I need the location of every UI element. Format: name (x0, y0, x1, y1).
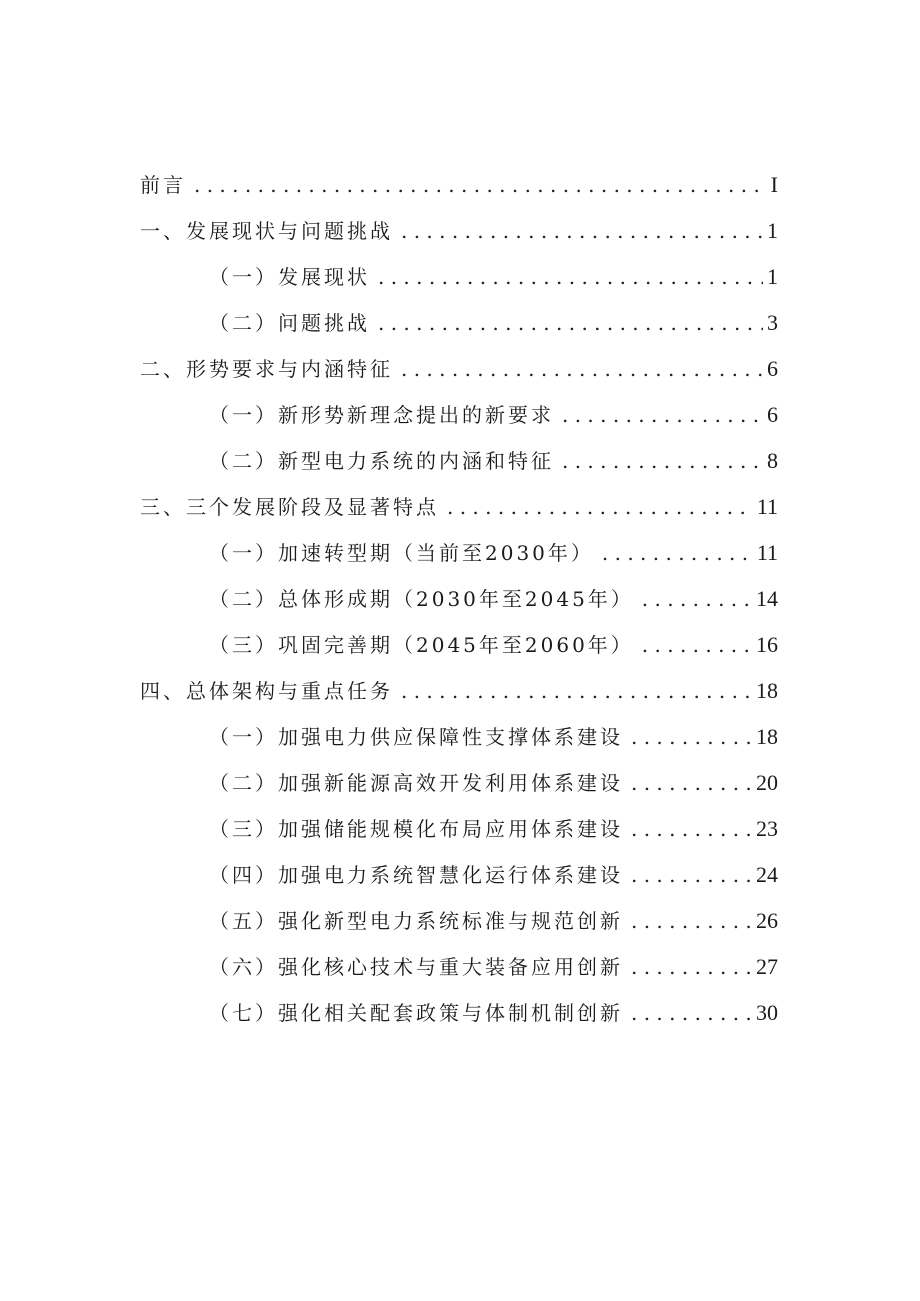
toc-entry-page: 8 (767, 448, 778, 473)
toc-entry-page: 24 (756, 862, 778, 887)
toc-entry-title: （三）加强储能规模化布局应用体系建设 (209, 817, 623, 841)
dot-leader (631, 898, 752, 944)
toc-entry-title: 四、总体架构与重点任务 (140, 679, 393, 703)
toc-entry-page: 1 (767, 264, 778, 289)
toc-entry-page: 27 (756, 954, 778, 979)
dot-leader (401, 668, 752, 714)
dot-leader (631, 944, 752, 990)
dot-leader (631, 990, 752, 1036)
toc-entry-page: 30 (756, 1000, 778, 1025)
toc-entry-page: 23 (756, 816, 778, 841)
toc-entry-page: 16 (756, 632, 778, 657)
toc-entry-title: （二）总体形成期（2030年至2045年） (209, 587, 634, 611)
dot-leader (631, 760, 752, 806)
toc-entry-section-4-5[interactable] (0, 898, 920, 944)
toc-entry-page: 18 (756, 678, 778, 703)
toc-entry-section-2-2[interactable] (0, 438, 920, 484)
toc-entry-section-4-1[interactable] (0, 714, 920, 760)
toc-entry-title: （一）新形势新理念提出的新要求 (209, 403, 554, 427)
toc-entry-title: 前言 (140, 173, 186, 197)
toc-entry-page: I (770, 172, 778, 197)
toc-entry-preface[interactable] (0, 162, 920, 208)
toc-entry-section-2-1[interactable] (0, 392, 920, 438)
toc-entry-section-4-3[interactable] (0, 806, 920, 852)
dot-leader (631, 714, 752, 760)
dot-leader (401, 346, 763, 392)
toc-entry-section-1-1[interactable] (0, 254, 920, 300)
toc-entry-title: （二）问题挑战 (209, 311, 370, 335)
toc-entry-page: 3 (767, 310, 778, 335)
toc-entry-title: （二）加强新能源高效开发利用体系建设 (209, 771, 623, 795)
toc-entry-page: 26 (756, 908, 778, 933)
toc-entry-title: （二）新型电力系统的内涵和特征 (209, 449, 554, 473)
toc-entry-page: 11 (756, 540, 778, 565)
toc-entry-page: 6 (767, 356, 778, 381)
dot-leader (602, 530, 753, 576)
toc-entry-section-4-6[interactable] (0, 944, 920, 990)
toc-entry-page: 18 (756, 724, 778, 749)
dot-leader (447, 484, 753, 530)
toc-entry-title: （一）加强电力供应保障性支撑体系建设 (209, 725, 623, 749)
toc-entry-chapter-4[interactable] (0, 668, 920, 714)
toc-entry-title: （四）加强电力系统智慧化运行体系建设 (209, 863, 623, 887)
dot-leader (642, 576, 752, 622)
dot-leader (562, 438, 763, 484)
toc-entry-title: （一）发展现状 (209, 265, 370, 289)
toc-entry-title: （七）强化相关配套政策与体制机制创新 (209, 1001, 623, 1025)
toc-entry-section-4-7[interactable] (0, 990, 920, 1036)
toc-entry-page: 14 (756, 586, 778, 611)
toc-entry-chapter-1[interactable] (0, 208, 920, 254)
dot-leader (562, 392, 763, 438)
toc-entry-title: 三、三个发展阶段及显著特点 (140, 495, 439, 519)
dot-leader (378, 254, 763, 300)
dot-leader (631, 806, 752, 852)
toc-entry-page: 1 (767, 218, 778, 243)
dot-leader (194, 162, 764, 208)
toc-entry-page: 11 (756, 494, 778, 519)
toc-entry-chapter-2[interactable] (0, 346, 920, 392)
table-of-contents (0, 162, 920, 1036)
toc-entry-section-1-2[interactable] (0, 300, 920, 346)
toc-entry-section-4-2[interactable] (0, 760, 920, 806)
dot-leader (642, 622, 752, 668)
toc-entry-page: 20 (756, 770, 778, 795)
toc-entry-page: 6 (767, 402, 778, 427)
dot-leader (401, 208, 763, 254)
toc-entry-section-4-4[interactable] (0, 852, 920, 898)
toc-entry-title: 二、形势要求与内涵特征 (140, 357, 393, 381)
dot-leader (378, 300, 763, 346)
dot-leader (631, 852, 752, 898)
toc-entry-title: （五）强化新型电力系统标准与规范创新 (209, 909, 623, 933)
toc-entry-section-3-2[interactable] (0, 576, 920, 622)
toc-entry-section-3-1[interactable] (0, 530, 920, 576)
toc-entry-title: （三）巩固完善期（2045年至2060年） (209, 633, 634, 657)
toc-entry-section-3-3[interactable] (0, 622, 920, 668)
toc-entry-chapter-3[interactable] (0, 484, 920, 530)
toc-entry-title: （一）加速转型期（当前至2030年） (209, 541, 594, 565)
toc-entry-title: （六）强化核心技术与重大装备应用创新 (209, 955, 623, 979)
toc-entry-title: 一、发展现状与问题挑战 (140, 219, 393, 243)
